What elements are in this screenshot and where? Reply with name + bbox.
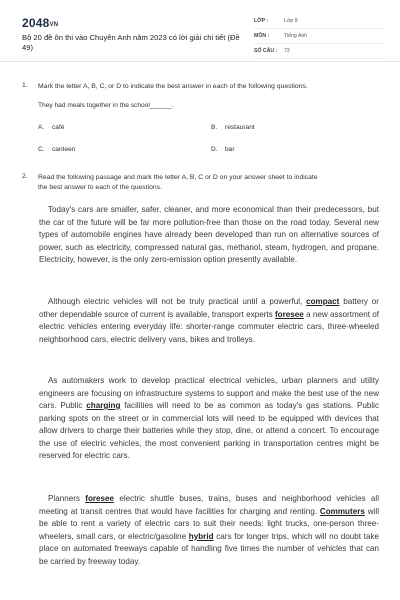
question-instruction: Mark the letter A, B, C, or D to indicate the best answer in each of the following questions. [38, 83, 308, 90]
option-letter: B. [211, 124, 218, 131]
paragraph-text: Although electric vehicles will not be truly practical until a powerful, [48, 297, 303, 306]
paragraph-text: As automakers work to develop practical electrical vehicles, urban planners and utility engineers are focusing on infrastructure systems to support and make the best use of the new cars. Public [39, 376, 379, 410]
page-header [0, 0, 400, 62]
question-stem: They had meals together in the school______. [38, 102, 174, 109]
paragraph-text: Planners [48, 494, 80, 503]
site-logo[interactable]: 2048VN [22, 16, 59, 30]
option-c[interactable] [38, 146, 75, 153]
paragraph-text: cars for longer trips, which will no doubt take place on automated freeways capable of handling five times the number of vehicles that can be carried by freeway today. [39, 531, 380, 566]
option-letter: D. [211, 146, 218, 153]
paragraph-text: a new assortment of electric vehicles entering everyday life: shorter-range commuter electric cars, three-wheeled neighborhood cars, electric delivery vans, bikes and trolleys. [39, 309, 380, 344]
meta-value: 72 [284, 48, 290, 54]
paragraph-text: facilities will need to be as common as today's gas stations. Public parking spots on the street or in commercial lots will need to be equipped with devices that allow drivers to charge their batteries while they stop, dine, or attend a concert. To encourage the use of electric vehicles, the most convenient parking in transportation centres might be reserved for electric cars. [39, 401, 380, 460]
exam-title: Bộ 20 đề ôn thi vào Chuyên Anh năm 2023 có lời giải chi tiết (Đề 49) [22, 33, 240, 52]
question-number: 2. [22, 173, 28, 180]
passage-paragraph-2 [39, 296, 379, 346]
meta-label: LỚP : [254, 18, 269, 24]
option-a[interactable] [38, 124, 64, 131]
underlined-word-compact: compact [306, 297, 340, 306]
option-text: restaurant [225, 124, 255, 131]
meta-row-class [254, 14, 384, 29]
underlined-word-charging: charging [86, 401, 121, 410]
meta-value: Lớp 9 [284, 18, 298, 24]
paragraph-text: will be able to rent a variety of electric cars to suit their needs: light trucks, one-person three-wheelers, small cars, or electric/gasoline [39, 506, 380, 541]
option-letter: C. [38, 146, 45, 153]
underlined-word-foresee: foresee [85, 494, 115, 503]
option-b[interactable] [211, 124, 255, 131]
meta-row-question-count [254, 44, 384, 59]
option-text: café [52, 124, 65, 131]
passage-paragraph-4 [39, 493, 379, 568]
passage-paragraph-3 [39, 375, 379, 463]
question-number: 1. [22, 82, 28, 89]
paragraph-text: Today's cars are smaller, safer, cleaner, and more economical than their predecessors, but the car of the future will be far more pollution-free than those on the road today. Several new types of automobile engines have already been developed than run on alternative sources of power, such as electricity, compressed natural gas, methanol, steam, hydrogen, and propane. Electricity, however, is the only zero-emission option presently available. [39, 205, 379, 264]
passage-paragraph-1 [39, 204, 379, 267]
underlined-word-commuters: Commuters [319, 506, 365, 516]
underlined-word-hybrid: hybrid [188, 531, 214, 541]
meta-value: Tiếng Anh [284, 33, 308, 39]
exam-meta [254, 14, 384, 59]
option-d[interactable] [211, 146, 235, 153]
question-instruction-line-2: the best answer to each of the questions. [38, 184, 162, 191]
paragraph-text: battery or other dependable source of current is available, transport experts [39, 297, 380, 319]
meta-label: MÔN : [254, 33, 270, 39]
meta-label: SỐ CÂU : [254, 48, 278, 54]
meta-row-subject [254, 29, 384, 44]
underlined-word-foresee: foresee [274, 309, 304, 319]
option-letter: A. [38, 124, 45, 131]
question-instruction-line-1: Read the following passage and mark the letter A, B, C or D on your answer sheet to indicate [38, 174, 318, 181]
paragraph-text: electric shuttle buses, trains, buses and neighborhood vehicles all meeting at transit centres that would have facilities for charging and renting. [39, 494, 380, 516]
option-text: bar [225, 146, 235, 153]
option-text: canteen [52, 146, 76, 153]
